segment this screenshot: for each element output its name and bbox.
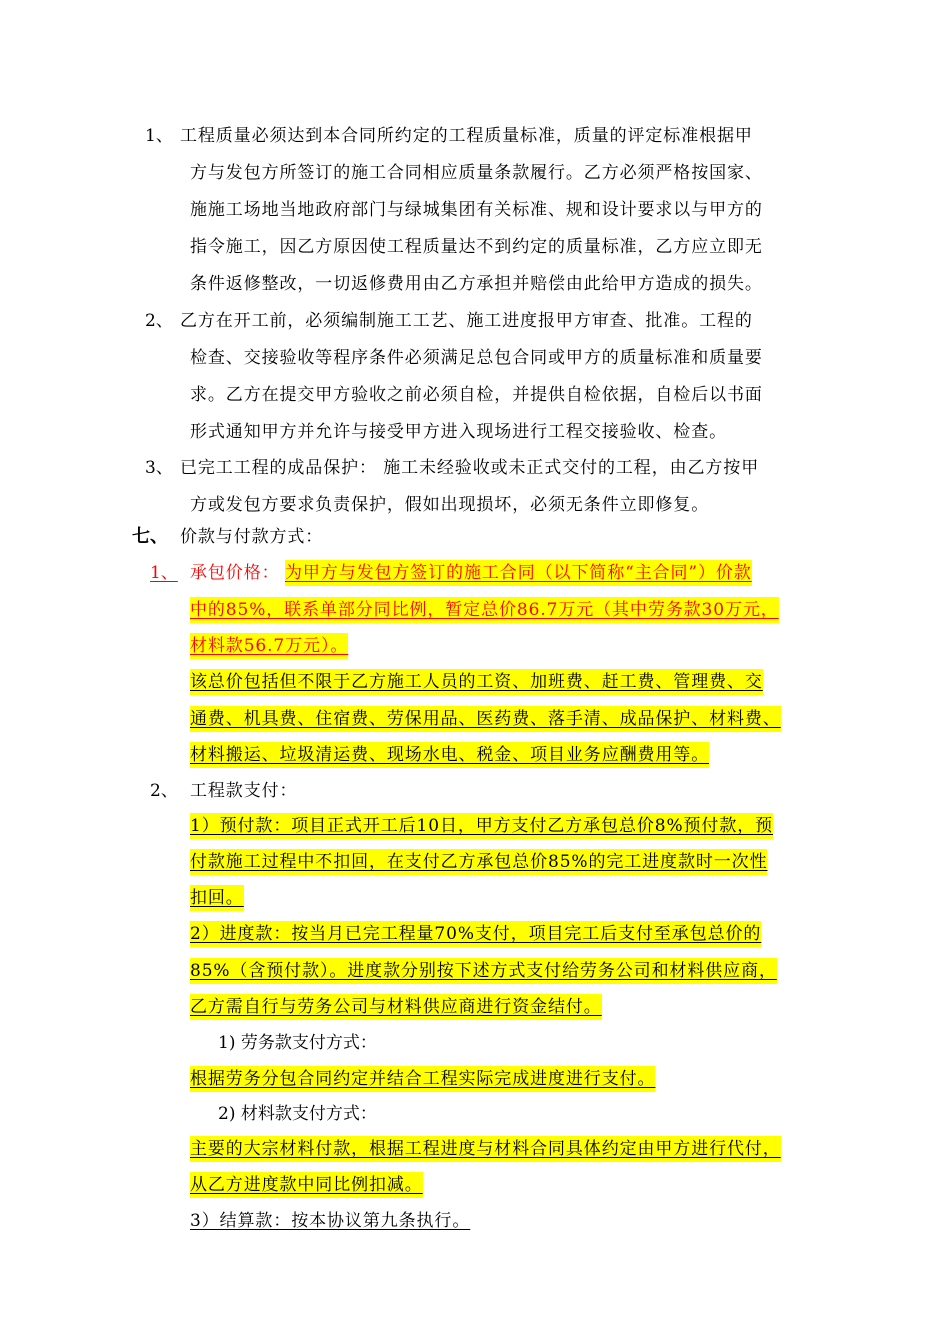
material-payment-line: 主要的大宗材料付款，根据工程进度与材料合同具体约定由甲方进行代付，: [190, 1136, 781, 1162]
advance-payment-line: 1）预付款：项目正式开工后10日，甲方支付乙方承包总价8%预付款，预: [190, 813, 773, 839]
price-label: 承包价格：: [190, 563, 280, 583]
labor-payment-title: 1) 劳务款支付方式：: [218, 1033, 377, 1053]
price-scope-line: 该总价包括但不限于乙方施工人员的工资、加班费、赶工费、管理费、交: [190, 669, 763, 695]
price-text-line: 中的85%，联系单部分同比例，暂定总价86.7万元（其中劳务款30万元，: [190, 597, 779, 623]
item-number: 3、: [145, 458, 173, 478]
progress-payment-line: 乙方需自行与劳务公司与材料供应商进行资金结付。: [190, 994, 602, 1020]
paragraph-line: 施施工场地当地政府部门与绿城集团有关标准、规和设计要求以与甲方的: [190, 200, 763, 220]
section-number: 七、: [132, 526, 168, 547]
payment-title: 工程款支付：: [190, 781, 298, 801]
paragraph-line: 指令施工，因乙方原因使工程质量达不到约定的质量标准，乙方应立即无: [190, 237, 763, 257]
progress-payment-line: 2）进度款：按当月已完工程量70%支付，项目完工后支付至承包总价的: [190, 921, 761, 947]
price-text-line: 为甲方与发包方签订的施工合同（以下简称“主合同”）价款: [285, 560, 752, 586]
price-text-line: 材料款56.7万元）。: [190, 633, 348, 659]
paragraph-line: 检查、交接验收等程序条件必须满足总包合同或甲方的质量标准和质量要: [190, 348, 763, 368]
paragraph-line: 乙方在开工前，必须编制施工工艺、施工进度报甲方审查、批准。工程的: [180, 311, 753, 331]
price-scope-line: 材料搬运、垃圾清运费、现场水电、税金、项目业务应酬费用等。: [190, 742, 709, 768]
paragraph-line: 工程质量必须达到本合同所约定的工程质量标准，质量的评定标准根据甲: [180, 126, 753, 146]
progress-payment-line: 85%（含预付款）。进度款分别按下述方式支付给劳务公司和材料供应商，: [190, 958, 777, 984]
material-payment-title: 2) 材料款支付方式：: [218, 1104, 377, 1124]
price-scope-line: 通费、机具费、住宿费、劳保用品、医药费、落手清、成品保护、材料费、: [190, 706, 781, 732]
advance-payment-line: 扣回。: [190, 885, 244, 911]
section-title: 价款与付款方式：: [180, 527, 324, 547]
labor-payment-text: 根据劳务分包合同约定并结合工程实际完成进度进行支付。: [190, 1066, 655, 1092]
item-number: 2、: [150, 781, 178, 801]
advance-payment-line: 付款施工过程中不扣回，在支付乙方承包总价85%的完工进度款时一次性: [190, 849, 767, 875]
paragraph-line: 方或发包方要求负责保护，假如出现损坏，必须无条件立即修复。: [190, 495, 710, 515]
paragraph-line: 条件返修整改，一切返修费用由乙方承担并赔偿由此给甲方造成的损失。: [190, 274, 763, 294]
item-number: 2、: [145, 311, 173, 331]
item-number: 1、: [150, 563, 178, 583]
paragraph-line: 形式通知甲方并允许与接受甲方进入现场进行工程交接验收、检查。: [190, 422, 727, 442]
settlement-line: 3）结算款：按本协议第九条执行。: [190, 1211, 471, 1231]
item-number: 1、: [145, 126, 173, 146]
paragraph-line: 求。乙方在提交甲方验收之前必须自检，并提供自检依据，自检后以书面: [190, 385, 763, 405]
material-payment-line: 从乙方进度款中同比例扣减。: [190, 1172, 423, 1198]
paragraph-line: 方与发包方所签订的施工合同相应质量条款履行。乙方必须严格按国家、: [190, 163, 763, 183]
paragraph-line: 已完工工程的成品保护： 施工未经验收或未正式交付的工程，由乙方按甲: [180, 458, 760, 478]
